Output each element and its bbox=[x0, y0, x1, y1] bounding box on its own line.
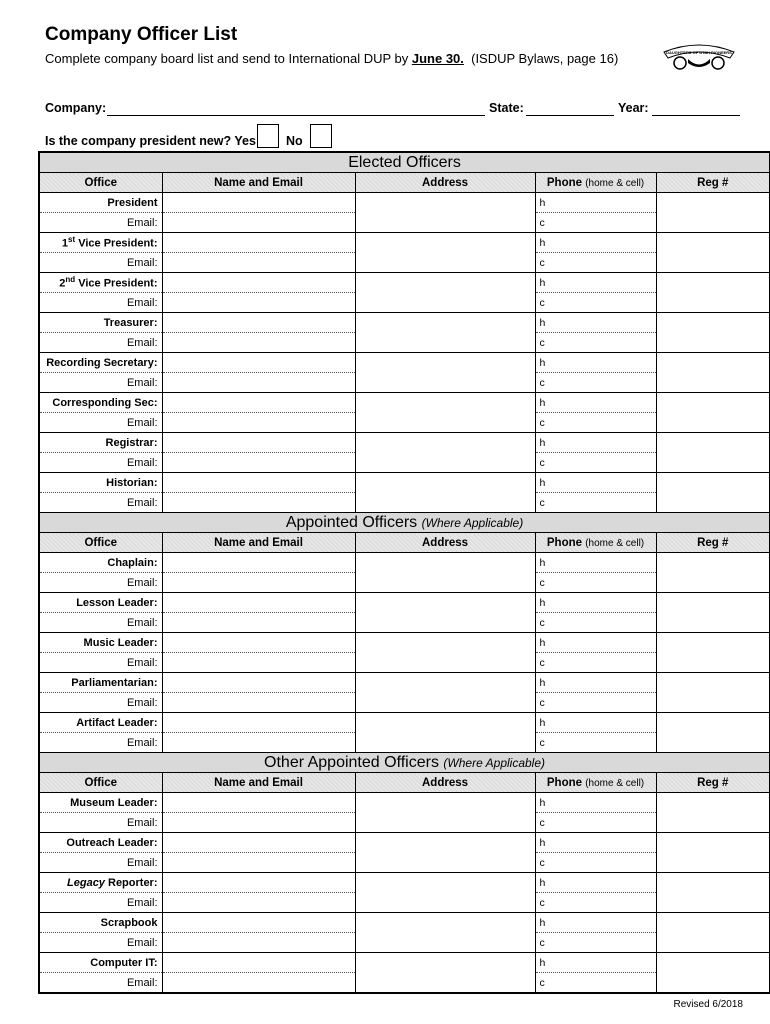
cell-phone-input[interactable]: c bbox=[535, 453, 656, 473]
home-phone-input[interactable]: h bbox=[535, 833, 656, 853]
column-header-row bbox=[39, 533, 770, 553]
officer-row bbox=[39, 673, 770, 693]
name-input[interactable] bbox=[162, 273, 355, 293]
address-input[interactable] bbox=[355, 913, 535, 953]
reg-input[interactable] bbox=[656, 393, 770, 433]
officer-row bbox=[39, 193, 770, 213]
home-phone-input[interactable]: h bbox=[535, 353, 656, 373]
company-input[interactable] bbox=[107, 101, 485, 116]
email-input[interactable] bbox=[162, 693, 355, 713]
col-reg: Reg # bbox=[656, 773, 770, 793]
officer-row bbox=[39, 633, 770, 653]
home-phone-input[interactable]: h bbox=[535, 713, 656, 733]
officer-row bbox=[39, 873, 770, 893]
section-title: Appointed Officers bbox=[285, 513, 418, 531]
email-label: Email: bbox=[39, 293, 162, 313]
section-header bbox=[39, 753, 770, 773]
email-input[interactable] bbox=[162, 893, 355, 913]
due-date: June 30. bbox=[411, 51, 464, 66]
email-input[interactable] bbox=[162, 293, 355, 313]
col-phone bbox=[535, 533, 656, 553]
reg-input[interactable] bbox=[656, 713, 770, 753]
name-input[interactable] bbox=[162, 953, 355, 973]
bylaws-reference: (ISDUP Bylaws, page 16) bbox=[463, 51, 619, 66]
question-text: Is the company president new? bbox=[45, 134, 232, 148]
officer-label: 1st Vice President: bbox=[39, 233, 162, 253]
officer-row bbox=[39, 833, 770, 853]
name-input[interactable] bbox=[162, 313, 355, 333]
section-note: (Where Applicable) bbox=[443, 755, 546, 770]
email-input[interactable] bbox=[162, 973, 355, 994]
officer-row bbox=[39, 473, 770, 493]
reg-input[interactable] bbox=[656, 633, 770, 673]
officer-label: Registrar: bbox=[39, 433, 162, 453]
col-phone bbox=[535, 773, 656, 793]
address-input[interactable] bbox=[355, 833, 535, 873]
email-input[interactable] bbox=[162, 333, 355, 353]
officer-label: Treasurer: bbox=[39, 313, 162, 333]
home-phone-input[interactable]: h bbox=[535, 873, 656, 893]
dup-logo bbox=[660, 38, 738, 72]
reg-input[interactable] bbox=[656, 473, 770, 513]
reg-input[interactable] bbox=[656, 233, 770, 273]
reg-input[interactable] bbox=[656, 313, 770, 353]
cell-phone-input[interactable]: c bbox=[535, 813, 656, 833]
officer-row bbox=[39, 953, 770, 973]
logo-text: DAUGHTERS OF UTAH PIONEERS bbox=[666, 50, 732, 55]
name-input[interactable] bbox=[162, 833, 355, 853]
officer-row bbox=[39, 593, 770, 613]
email-label: Email: bbox=[39, 213, 162, 233]
col-address: Address bbox=[355, 773, 535, 793]
officer-row bbox=[39, 433, 770, 453]
address-input[interactable] bbox=[355, 673, 535, 713]
email-input[interactable] bbox=[162, 213, 355, 233]
address-input[interactable] bbox=[355, 633, 535, 673]
email-input[interactable] bbox=[162, 373, 355, 393]
email-label: Email: bbox=[39, 973, 162, 994]
president-new-question bbox=[45, 134, 256, 148]
home-phone-input[interactable]: h bbox=[535, 553, 656, 573]
email-label: Email: bbox=[39, 813, 162, 833]
col-address: Address bbox=[355, 533, 535, 553]
email-input[interactable] bbox=[162, 813, 355, 833]
cell-phone-input[interactable]: c bbox=[535, 853, 656, 873]
instructions-text: Complete company board list and send to International DUP by bbox=[45, 51, 412, 66]
home-phone-input[interactable]: h bbox=[535, 633, 656, 653]
cell-phone-input[interactable]: c bbox=[535, 213, 656, 233]
officer-row bbox=[39, 553, 770, 573]
home-phone-input[interactable]: h bbox=[535, 433, 656, 453]
officer-row bbox=[39, 273, 770, 293]
home-phone-input[interactable]: h bbox=[535, 593, 656, 613]
column-header-row bbox=[39, 773, 770, 793]
reg-input[interactable] bbox=[656, 193, 770, 233]
home-phone-input[interactable]: h bbox=[535, 313, 656, 333]
email-label: Email: bbox=[39, 613, 162, 633]
officer-label: Artifact Leader: bbox=[39, 713, 162, 733]
address-input[interactable] bbox=[355, 193, 535, 233]
email-label: Email: bbox=[39, 653, 162, 673]
name-input[interactable] bbox=[162, 553, 355, 573]
email-label: Email: bbox=[39, 333, 162, 353]
phone-header: Phone bbox=[546, 176, 583, 189]
email-label: Email: bbox=[39, 413, 162, 433]
officer-label: Parliamentarian: bbox=[39, 673, 162, 693]
officer-label: Corresponding Sec: bbox=[39, 393, 162, 413]
section-title-cell bbox=[39, 152, 770, 173]
phone-note: (home & cell) bbox=[585, 537, 645, 549]
page-title: Company Officer List bbox=[45, 24, 238, 45]
phone-header: Phone bbox=[546, 536, 583, 549]
phone-note: (home & cell) bbox=[585, 177, 645, 189]
reg-input[interactable] bbox=[656, 913, 770, 953]
home-phone-input[interactable]: h bbox=[535, 673, 656, 693]
instructions bbox=[45, 51, 618, 66]
address-input[interactable] bbox=[355, 553, 535, 593]
officer-label: Chaplain: bbox=[39, 553, 162, 573]
officer-label: Computer IT: bbox=[39, 953, 162, 973]
col-name-email: Name and Email bbox=[162, 173, 355, 193]
col-office: Office bbox=[39, 173, 162, 193]
cell-phone-input[interactable]: c bbox=[535, 613, 656, 633]
email-input[interactable] bbox=[162, 253, 355, 273]
section-title: Other Appointed Officers bbox=[264, 753, 439, 771]
name-input[interactable] bbox=[162, 593, 355, 613]
officer-row bbox=[39, 313, 770, 333]
officer-label: Music Leader: bbox=[39, 633, 162, 653]
address-input[interactable] bbox=[355, 873, 535, 913]
name-input[interactable] bbox=[162, 393, 355, 413]
name-input[interactable] bbox=[162, 473, 355, 493]
cell-phone-input[interactable]: c bbox=[535, 333, 656, 353]
officer-row bbox=[39, 353, 770, 373]
reg-input[interactable] bbox=[656, 793, 770, 833]
officer-label: Recording Secretary: bbox=[39, 353, 162, 373]
cell-phone-input[interactable]: c bbox=[535, 413, 656, 433]
col-name-email: Name and Email bbox=[162, 773, 355, 793]
cell-phone-input[interactable]: c bbox=[535, 973, 656, 994]
email-input[interactable] bbox=[162, 653, 355, 673]
officer-label: Legacy Reporter: bbox=[39, 873, 162, 893]
col-office: Office bbox=[39, 533, 162, 553]
cell-phone-input[interactable]: c bbox=[535, 653, 656, 673]
officer-label: Museum Leader: bbox=[39, 793, 162, 813]
address-input[interactable] bbox=[355, 793, 535, 833]
name-input[interactable] bbox=[162, 353, 355, 373]
officer-label: Outreach Leader: bbox=[39, 833, 162, 853]
address-input[interactable] bbox=[355, 953, 535, 994]
email-label: Email: bbox=[39, 893, 162, 913]
officer-label: Historian: bbox=[39, 473, 162, 493]
officer-row bbox=[39, 713, 770, 733]
col-phone bbox=[535, 173, 656, 193]
officer-label: Lesson Leader: bbox=[39, 593, 162, 613]
officer-label: President bbox=[39, 193, 162, 213]
name-input[interactable] bbox=[162, 433, 355, 453]
email-input[interactable] bbox=[162, 573, 355, 593]
cell-phone-input[interactable]: c bbox=[535, 293, 656, 313]
yes-label: Yes bbox=[234, 134, 256, 148]
reg-input[interactable] bbox=[656, 673, 770, 713]
section-title-cell bbox=[39, 513, 770, 533]
cell-phone-input[interactable]: c bbox=[535, 893, 656, 913]
cell-phone-input[interactable]: c bbox=[535, 933, 656, 953]
email-label: Email: bbox=[39, 493, 162, 513]
officer-row bbox=[39, 233, 770, 253]
state-input[interactable] bbox=[526, 101, 614, 116]
home-phone-input[interactable]: h bbox=[535, 953, 656, 973]
email-label: Email: bbox=[39, 573, 162, 593]
col-reg: Reg # bbox=[656, 533, 770, 553]
email-input[interactable] bbox=[162, 493, 355, 513]
name-input[interactable] bbox=[162, 193, 355, 213]
home-phone-input[interactable]: h bbox=[535, 793, 656, 813]
cell-phone-input[interactable]: c bbox=[535, 693, 656, 713]
section-note: (Where Applicable) bbox=[421, 515, 524, 530]
company-label: Company: bbox=[45, 101, 107, 115]
name-input[interactable] bbox=[162, 913, 355, 933]
col-reg: Reg # bbox=[656, 173, 770, 193]
email-input[interactable] bbox=[162, 933, 355, 953]
yes-checkbox[interactable] bbox=[257, 124, 279, 148]
email-label: Email: bbox=[39, 853, 162, 873]
reg-input[interactable] bbox=[656, 433, 770, 473]
name-input[interactable] bbox=[162, 673, 355, 693]
revision-date: Revised 6/2018 bbox=[673, 999, 743, 1010]
no-label: No bbox=[286, 134, 303, 148]
email-label: Email: bbox=[39, 373, 162, 393]
address-input[interactable] bbox=[355, 353, 535, 393]
home-phone-input[interactable]: h bbox=[535, 913, 656, 933]
officer-label: 2nd Vice President: bbox=[39, 273, 162, 293]
cell-phone-input[interactable]: c bbox=[535, 373, 656, 393]
officer-row bbox=[39, 913, 770, 933]
email-input[interactable] bbox=[162, 453, 355, 473]
cell-phone-input[interactable]: c bbox=[535, 733, 656, 753]
officer-table bbox=[38, 151, 770, 994]
address-input[interactable] bbox=[355, 273, 535, 313]
officer-row bbox=[39, 793, 770, 813]
email-input[interactable] bbox=[162, 733, 355, 753]
col-name-email: Name and Email bbox=[162, 533, 355, 553]
section-header bbox=[39, 152, 770, 173]
address-input[interactable] bbox=[355, 313, 535, 353]
address-input[interactable] bbox=[355, 593, 535, 633]
name-input[interactable] bbox=[162, 873, 355, 893]
reg-input[interactable] bbox=[656, 553, 770, 593]
reg-input[interactable] bbox=[656, 273, 770, 313]
home-phone-input[interactable]: h bbox=[535, 273, 656, 293]
reg-input[interactable] bbox=[656, 873, 770, 913]
cell-phone-input[interactable]: c bbox=[535, 573, 656, 593]
email-label: Email: bbox=[39, 933, 162, 953]
reg-input[interactable] bbox=[656, 353, 770, 393]
email-label: Email: bbox=[39, 453, 162, 473]
phone-note: (home & cell) bbox=[585, 777, 645, 789]
name-input[interactable] bbox=[162, 713, 355, 733]
email-input[interactable] bbox=[162, 413, 355, 433]
phone-header: Phone bbox=[546, 776, 583, 789]
year-label: Year: bbox=[618, 101, 649, 115]
officer-label: Scrapbook bbox=[39, 913, 162, 933]
email-input[interactable] bbox=[162, 613, 355, 633]
email-label: Email: bbox=[39, 693, 162, 713]
name-input[interactable] bbox=[162, 633, 355, 653]
officer-row bbox=[39, 393, 770, 413]
reg-input[interactable] bbox=[656, 593, 770, 633]
section-title: Elected Officers bbox=[348, 153, 461, 171]
name-input[interactable] bbox=[162, 233, 355, 253]
home-phone-input[interactable]: h bbox=[535, 233, 656, 253]
address-input[interactable] bbox=[355, 473, 535, 513]
email-label: Email: bbox=[39, 253, 162, 273]
section-title-cell bbox=[39, 753, 770, 773]
address-input[interactable] bbox=[355, 233, 535, 273]
state-label: State: bbox=[489, 101, 524, 115]
column-header-row bbox=[39, 173, 770, 193]
reg-input[interactable] bbox=[656, 953, 770, 994]
cell-phone-input[interactable]: c bbox=[535, 253, 656, 273]
home-phone-input[interactable]: h bbox=[535, 193, 656, 213]
year-input[interactable] bbox=[652, 101, 740, 116]
email-input[interactable] bbox=[162, 853, 355, 873]
home-phone-input[interactable]: h bbox=[535, 393, 656, 413]
section-header bbox=[39, 513, 770, 533]
no-checkbox[interactable] bbox=[310, 124, 332, 148]
home-phone-input[interactable]: h bbox=[535, 473, 656, 493]
reg-input[interactable] bbox=[656, 833, 770, 873]
address-input[interactable] bbox=[355, 393, 535, 433]
col-address: Address bbox=[355, 173, 535, 193]
address-input[interactable] bbox=[355, 713, 535, 753]
col-office: Office bbox=[39, 773, 162, 793]
email-label: Email: bbox=[39, 733, 162, 753]
name-input[interactable] bbox=[162, 793, 355, 813]
address-input[interactable] bbox=[355, 433, 535, 473]
cell-phone-input[interactable]: c bbox=[535, 493, 656, 513]
